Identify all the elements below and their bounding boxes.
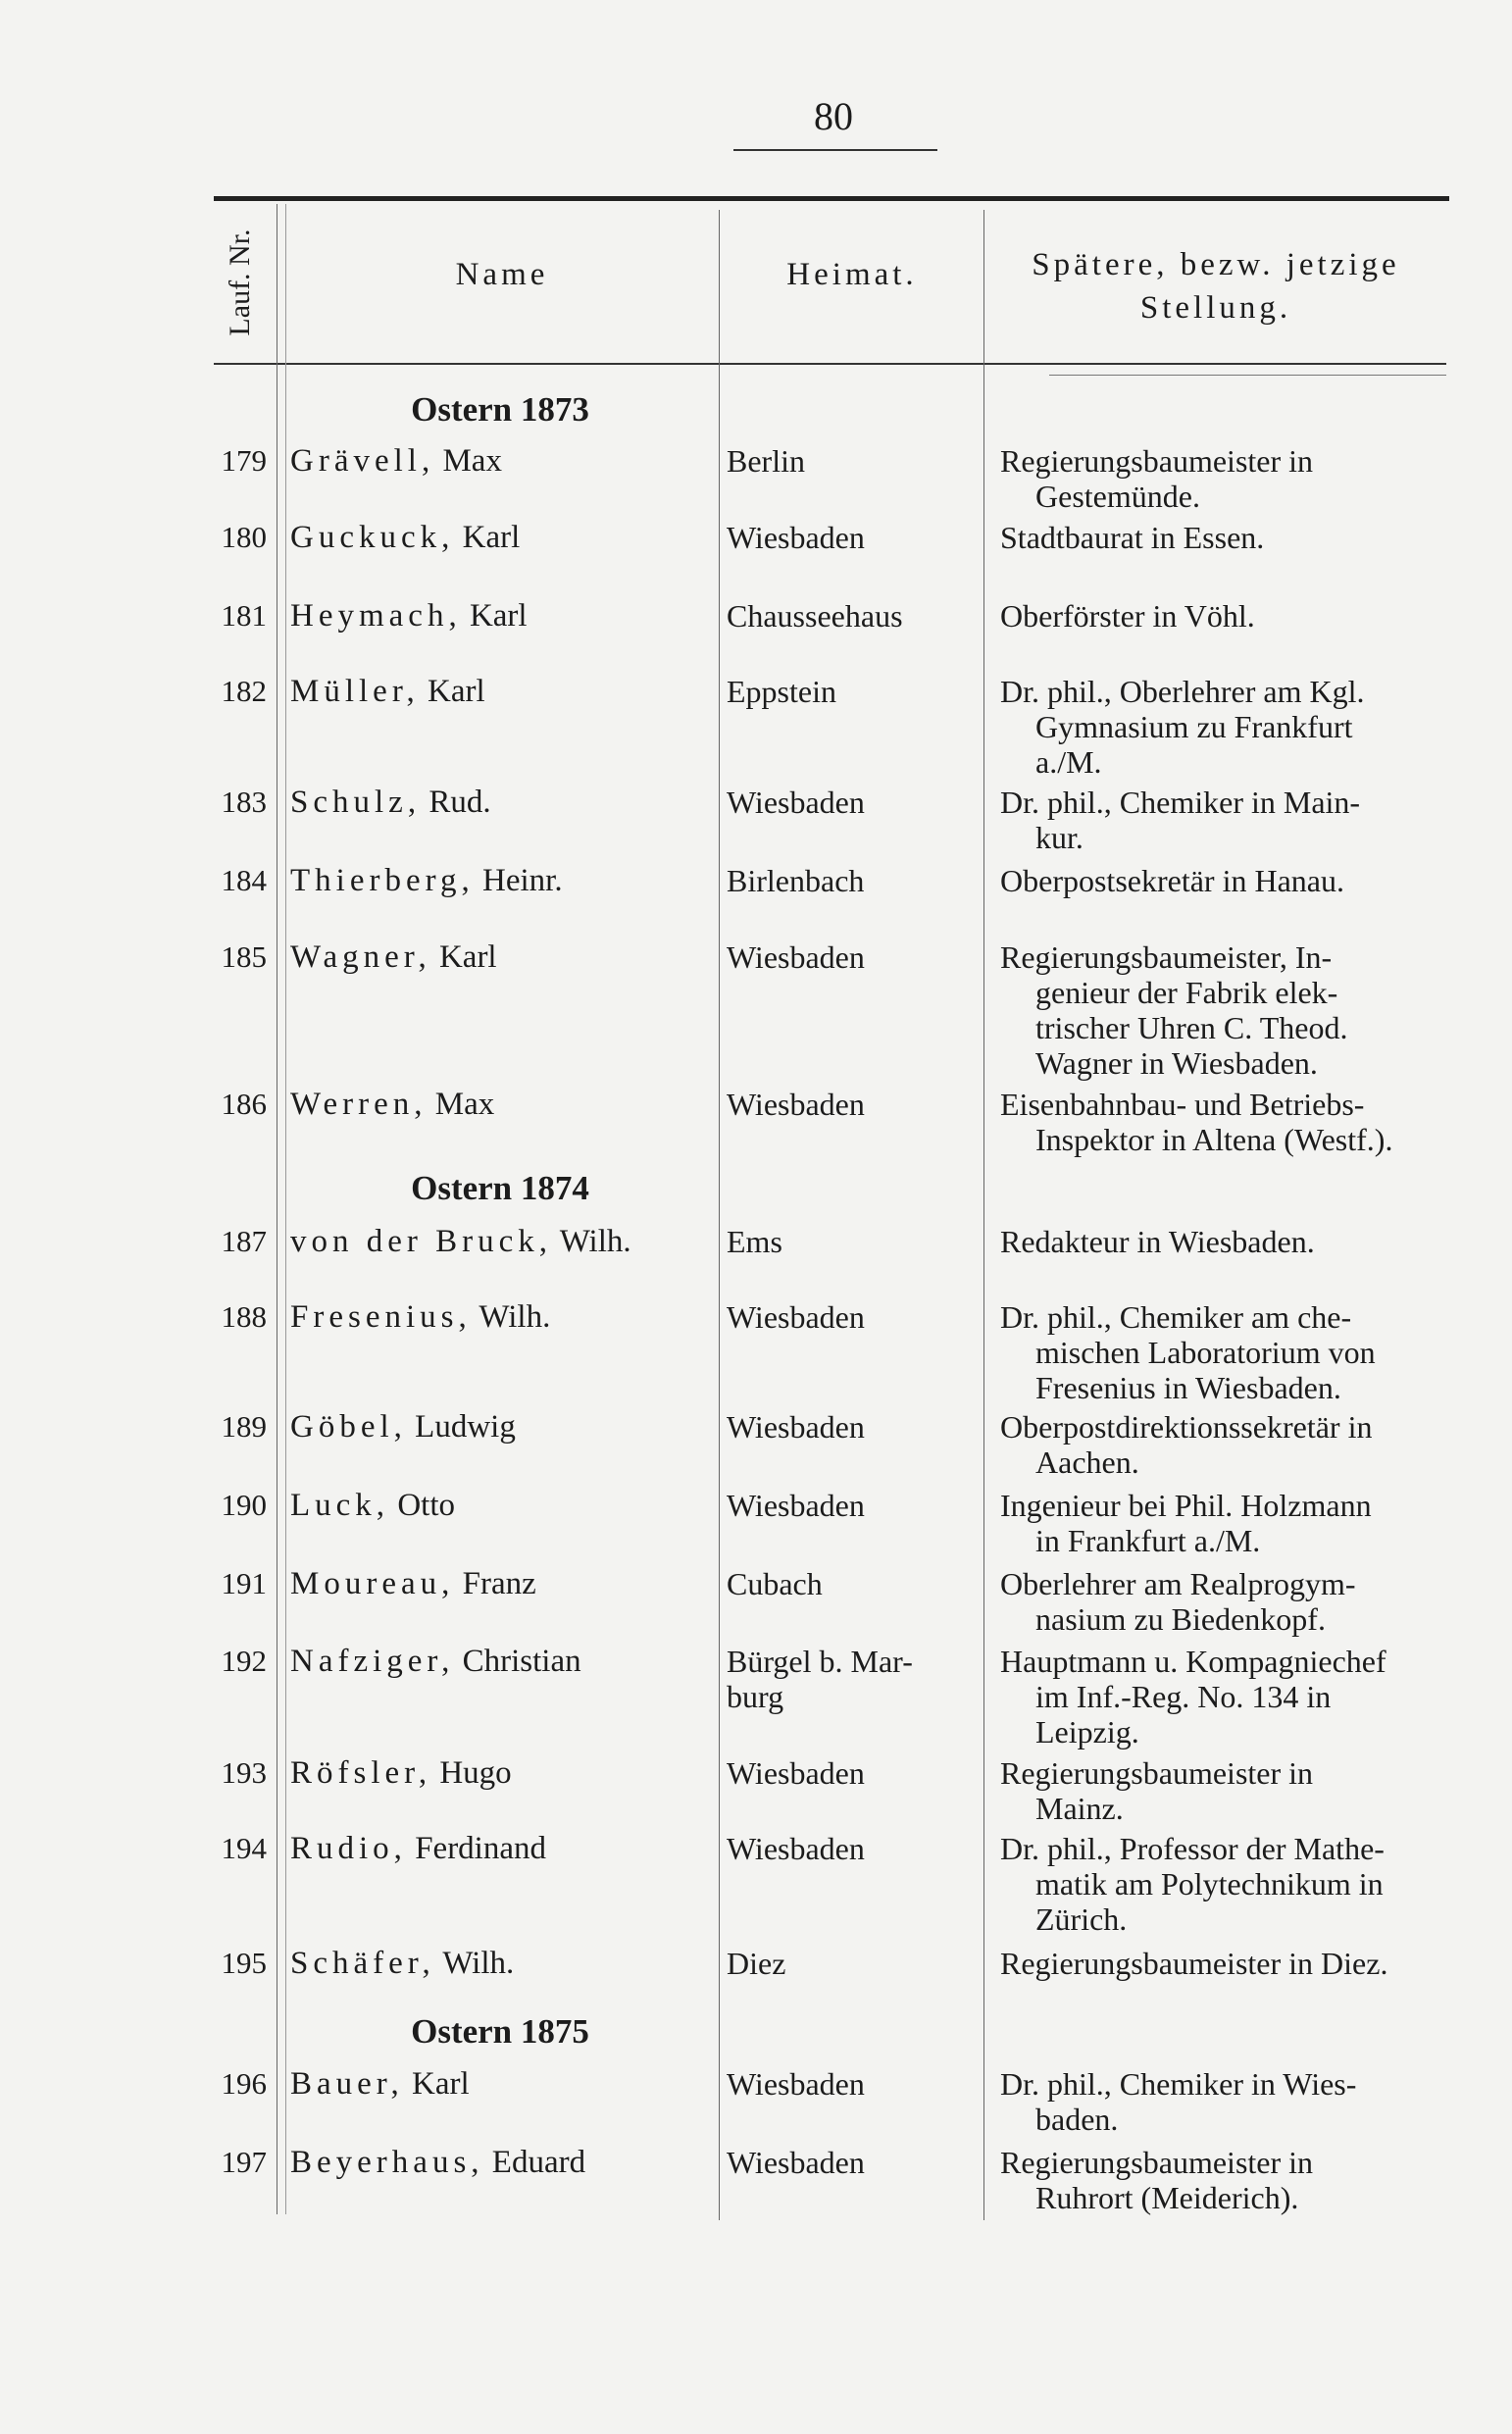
heimat-cell: [727, 785, 977, 820]
heimat-cell: [727, 1644, 977, 1714]
given-name: Otto: [397, 1488, 455, 1523]
heimat-line: Wiesbaden: [727, 520, 865, 555]
page-number-rule: [733, 149, 937, 151]
name-cell: [290, 863, 722, 899]
heimat-line: Wiesbaden: [727, 1299, 865, 1335]
header-stellung: [985, 243, 1446, 330]
lauf-nr: 193: [221, 1755, 267, 1790]
lauf-nr: 197: [221, 2145, 267, 2179]
given-name: Wilh.: [442, 1946, 515, 1981]
surname: Thierberg,: [290, 863, 475, 898]
stellung-line: mischen Laboratorium von: [1035, 1335, 1376, 1370]
stellung-line: Regierungsbaumeister in: [1000, 443, 1314, 479]
name-cell: [290, 598, 722, 634]
surname: von der Bruck,: [290, 1224, 553, 1259]
header-bottom-rule: [214, 363, 1446, 365]
table-top-rule: [214, 196, 1449, 201]
given-name: Ferdinand: [415, 1831, 546, 1866]
stellung-line: trischer Uhren C. Theod.: [1035, 1010, 1348, 1045]
header-name: Name: [455, 257, 549, 292]
stellung-line: Oberpostsekretär in Hanau.: [1000, 863, 1344, 898]
stellung-cell: [1000, 1946, 1447, 1981]
lauf-nr: 192: [221, 1644, 267, 1678]
lauf-nr: 188: [221, 1299, 267, 1334]
stellung-line: genieur der Fabrik elek-: [1035, 975, 1338, 1010]
given-name: Karl: [462, 520, 521, 555]
name-cell: [290, 1299, 722, 1336]
name-cell: [290, 1087, 722, 1123]
surname: Müller,: [290, 674, 420, 709]
stellung-line: Oberförster in Vöhl.: [1000, 598, 1255, 634]
lauf-nr: 185: [221, 939, 267, 974]
heimat-cell: [727, 1409, 977, 1445]
stellung-line: Aachen.: [1035, 1445, 1139, 1480]
header-lauf-nr: [206, 204, 275, 361]
heimat-cell: [727, 598, 977, 634]
heimat-cell: [727, 1299, 977, 1335]
surname: Wagner,: [290, 939, 431, 975]
surname: Nafziger,: [290, 1644, 455, 1679]
stellung-line: Redakteur in Wiesbaden.: [1000, 1224, 1315, 1259]
given-name: Wilh.: [559, 1224, 631, 1259]
stellung-cell: [1000, 1409, 1447, 1480]
heimat-line: Wiesbaden: [727, 1409, 865, 1445]
stellung-cell: [1000, 598, 1447, 634]
heimat-cell: [727, 443, 977, 479]
stellung-line: kur.: [1035, 820, 1084, 855]
page-number: 80: [814, 94, 853, 138]
given-name: Karl: [469, 598, 528, 634]
name-cell: [290, 2066, 722, 2103]
heimat-cell: [727, 1566, 977, 1601]
stellung-line: Regierungsbaumeister in: [1000, 2145, 1314, 2180]
stellung-line: Ingenieur bei Phil. Holzmann: [1000, 1488, 1372, 1523]
stellung-line: Oberlehrer am Realprogym-: [1000, 1566, 1356, 1601]
stellung-cell: [1000, 674, 1447, 780]
heimat-line: Bürgel b. Mar-: [727, 1644, 913, 1679]
stellung-line: Dr. phil., Chemiker in Main-: [1000, 785, 1361, 820]
section-title: Ostern 1875: [411, 2012, 589, 2051]
stellung-line: Dr. phil., Chemiker in Wies-: [1000, 2066, 1357, 2102]
lauf-nr: 195: [221, 1946, 267, 1980]
name-cell: [290, 1488, 722, 1524]
surname: Grävell,: [290, 443, 435, 479]
name-cell: [290, 1409, 722, 1445]
stellung-line: baden.: [1035, 2102, 1119, 2137]
stellung-cell: [1000, 1831, 1447, 1937]
surname: Bauer,: [290, 2066, 404, 2102]
stellung-line: Wagner in Wiesbaden.: [1035, 1045, 1318, 1081]
heimat-cell: [727, 1087, 977, 1122]
name-cell: [290, 1566, 722, 1602]
stellung-line: Hauptmann u. Kompagniechef: [1000, 1644, 1386, 1679]
heimat-cell: [727, 1755, 977, 1791]
stellung-line: Oberpostdirektionssekretär in: [1000, 1409, 1373, 1445]
heimat-cell: [727, 520, 977, 555]
heimat-line: Berlin: [727, 443, 805, 479]
stellung-cell: [1000, 785, 1447, 855]
name-cell: [290, 1644, 722, 1680]
column-divider: [719, 210, 720, 2220]
heimat-cell: [727, 863, 977, 898]
heimat-line: Diez: [727, 1946, 786, 1981]
name-cell: [290, 443, 722, 480]
stellung-cell: [1000, 2145, 1447, 2215]
heimat-line: burg: [727, 1679, 784, 1714]
stellung-line: Leipzig.: [1035, 1714, 1139, 1749]
header-heimat: Heimat.: [786, 257, 918, 292]
lauf-nr: 181: [221, 598, 267, 633]
lauf-nr: 186: [221, 1087, 267, 1121]
heimat-line: Chausseehaus: [727, 598, 903, 634]
stellung-cell: [1000, 1488, 1447, 1558]
stellung-line: Dr. phil., Oberlehrer am Kgl.: [1000, 674, 1365, 709]
lauf-nr: 191: [221, 1566, 267, 1600]
surname: Moureau,: [290, 1566, 455, 1601]
surname: Werren,: [290, 1087, 428, 1122]
lauf-nr: 196: [221, 2066, 267, 2101]
stellung-line: Stadtbaurat in Essen.: [1000, 520, 1265, 555]
name-cell: [290, 1831, 722, 1867]
header-stellung-line2: Stellung.: [1139, 290, 1292, 326]
name-cell: [290, 939, 722, 976]
heimat-line: Wiesbaden: [727, 785, 865, 820]
given-name: Franz: [462, 1566, 536, 1601]
stellung-line: Regierungsbaumeister, In-: [1000, 939, 1333, 975]
name-cell: [290, 1946, 722, 1982]
heimat-line: Wiesbaden: [727, 1087, 865, 1122]
stellung-line: Inspektor in Altena (Westf.).: [1035, 1122, 1393, 1157]
stellung-cell: [1000, 1299, 1447, 1405]
heimat-line: Wiesbaden: [727, 2145, 865, 2180]
stellung-line: Dr. phil., Chemiker am che-: [1000, 1299, 1352, 1335]
heimat-line: Birlenbach: [727, 863, 865, 898]
heimat-line: Wiesbaden: [727, 2066, 865, 2102]
lauf-nr: 190: [221, 1488, 267, 1522]
column-divider: [983, 210, 984, 2220]
stellung-cell: [1000, 863, 1447, 898]
lauf-nr: 183: [221, 785, 267, 819]
heimat-line: Wiesbaden: [727, 1831, 865, 1866]
stellung-cell: [1000, 1644, 1447, 1749]
name-cell: [290, 674, 722, 710]
lauf-nr: 189: [221, 1409, 267, 1444]
surname: Rudio,: [290, 1831, 407, 1866]
stellung-line: nasium zu Biedenkopf.: [1035, 1601, 1326, 1637]
given-name: Rud.: [428, 785, 491, 820]
header-stellung-line1: Spätere, bezw. jetzige: [1032, 247, 1400, 282]
heimat-line: Wiesbaden: [727, 1755, 865, 1791]
heimat-line: Ems: [727, 1224, 782, 1259]
name-cell: [290, 520, 722, 556]
surname: Göbel,: [290, 1409, 407, 1445]
heimat-cell: [727, 1488, 977, 1523]
stellung-line: Gymnasium zu Frankfurt: [1035, 709, 1353, 744]
given-name: Max: [442, 443, 502, 479]
stellung-cell: [1000, 2066, 1447, 2137]
stellung-line: matik am Polytechnikum in: [1035, 1866, 1384, 1902]
lauf-nr: 187: [221, 1224, 267, 1258]
stellung-line: Gestemünde.: [1035, 479, 1200, 514]
header-bottom-rule-secondary: [1049, 375, 1446, 376]
given-name: Heinr.: [482, 863, 563, 898]
name-cell: [290, 1755, 722, 1792]
stellung-line: in Frankfurt a./M.: [1035, 1523, 1261, 1558]
stellung-line: a./M.: [1035, 744, 1102, 780]
given-name: Karl: [428, 674, 485, 709]
header-lauf-nr-label: Lauf. Nr.: [224, 228, 256, 336]
heimat-cell: [727, 1831, 977, 1866]
section-title: Ostern 1874: [411, 1169, 589, 1207]
stellung-cell: [1000, 1566, 1447, 1637]
name-cell: [290, 1224, 722, 1260]
stellung-line: Zürich.: [1035, 1902, 1128, 1937]
given-name: Eduard: [491, 2145, 586, 2180]
heimat-line: Wiesbaden: [727, 1488, 865, 1523]
surname: Guckuck,: [290, 520, 455, 555]
stellung-cell: [1000, 520, 1447, 555]
stellung-line: Fresenius in Wiesbaden.: [1035, 1370, 1341, 1405]
heimat-cell: [727, 2066, 977, 2102]
heimat-line: Wiesbaden: [727, 939, 865, 975]
surname: Schulz,: [290, 785, 422, 820]
stellung-line: Regierungsbaumeister in: [1000, 1755, 1314, 1791]
surname: Beyerhaus,: [290, 2145, 484, 2180]
stellung-line: Mainz.: [1035, 1791, 1124, 1826]
heimat-cell: [727, 674, 977, 709]
given-name: Ludwig: [415, 1409, 516, 1445]
stellung-cell: [1000, 443, 1447, 514]
given-name: Karl: [438, 939, 497, 975]
heimat-cell: [727, 1224, 977, 1259]
stellung-cell: [1000, 939, 1447, 1081]
heimat-cell: [727, 939, 977, 975]
surname: Luck,: [290, 1488, 390, 1523]
stellung-line: Ruhrort (Meiderich).: [1035, 2180, 1299, 2215]
lauf-nr: 182: [221, 674, 267, 708]
stellung-cell: [1000, 1087, 1447, 1157]
stellung-line: Eisenbahnbau- und Betriebs-: [1000, 1087, 1365, 1122]
stellung-cell: [1000, 1224, 1447, 1259]
lauf-nr: 184: [221, 863, 267, 897]
surname: Schäfer,: [290, 1946, 435, 1981]
column-divider: [285, 204, 286, 2214]
lauf-nr: 194: [221, 1831, 267, 1865]
heimat-cell: [727, 2145, 977, 2180]
given-name: Karl: [411, 2066, 470, 2102]
heimat-line: Eppstein: [727, 674, 836, 709]
given-name: Max: [434, 1087, 495, 1122]
section-title: Ostern 1873: [411, 390, 589, 429]
given-name: Wilh.: [479, 1299, 551, 1335]
given-name: Christian: [462, 1644, 581, 1679]
stellung-line: im Inf.-Reg. No. 134 in: [1035, 1679, 1332, 1714]
name-cell: [290, 785, 722, 821]
stellung-line: Regierungsbaumeister in Diez.: [1000, 1946, 1388, 1981]
surname: Fresenius,: [290, 1299, 472, 1335]
given-name: Hugo: [439, 1755, 512, 1791]
surname: Röfsler,: [290, 1755, 432, 1791]
lauf-nr: 180: [221, 520, 267, 554]
stellung-line: Dr. phil., Professor der Mathe-: [1000, 1831, 1385, 1866]
surname: Heymach,: [290, 598, 462, 634]
heimat-cell: [727, 1946, 977, 1981]
name-cell: [290, 2145, 722, 2181]
stellung-cell: [1000, 1755, 1447, 1826]
heimat-line: Cubach: [727, 1566, 823, 1601]
lauf-nr: 179: [221, 443, 267, 478]
